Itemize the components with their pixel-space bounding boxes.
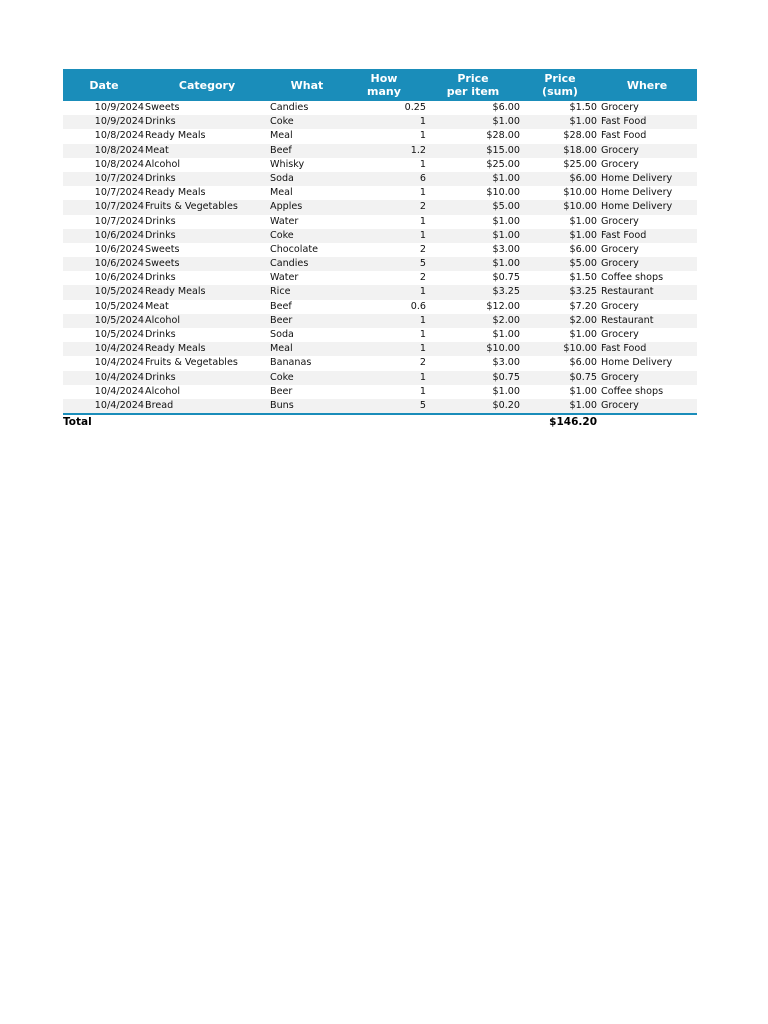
cell-category: Sweets (145, 243, 180, 255)
table-row[interactable] (63, 328, 697, 342)
cell-price-per-item: $10.00 (486, 187, 520, 199)
cell-price-sum: $6.00 (569, 243, 597, 255)
cell-category: Fruits & Vegetables (145, 201, 238, 213)
cell-what: Candies (270, 102, 309, 113)
cell-price-per-item: $3.25 (492, 286, 520, 298)
cell-date: 10/8/2024 (94, 158, 144, 170)
cell-price-per-item: $15.00 (486, 144, 520, 156)
table-row[interactable] (63, 101, 697, 115)
cell-what: Apples (270, 201, 303, 213)
cell-price-sum: $6.00 (569, 172, 597, 184)
table-row[interactable] (63, 356, 697, 370)
cell-where: Grocery (601, 258, 639, 270)
cell-date: 10/7/2024 (94, 172, 144, 184)
cell-price-sum: $10.00 (563, 201, 597, 213)
cell-how-many: 1 (419, 187, 426, 199)
cell-how-many: 5 (419, 258, 426, 270)
cell-what: Coke (270, 116, 294, 128)
total-label: Total (63, 416, 92, 429)
cell-where: Fast Food (601, 130, 647, 142)
cell-price-sum: $3.25 (569, 286, 597, 298)
cell-category: Drinks (145, 229, 176, 241)
cell-price-sum: $1.00 (569, 229, 597, 241)
cell-price-per-item: $28.00 (486, 130, 520, 142)
table-row[interactable] (63, 314, 697, 328)
cell-price-sum: $10.00 (563, 343, 597, 355)
cell-price-per-item: $0.75 (492, 371, 520, 383)
cell-price-sum: $0.75 (569, 371, 597, 383)
cell-where: Grocery (601, 371, 639, 383)
cell-date: 10/6/2024 (94, 272, 144, 284)
cell-what: Coke (270, 229, 294, 241)
cell-what: Coke (270, 371, 294, 383)
cell-price-per-item: $1.00 (492, 215, 520, 227)
cell-what: Soda (270, 329, 294, 340)
cell-date: 10/5/2024 (94, 286, 144, 298)
cell-where: Grocery (601, 329, 639, 340)
cell-what: Water (270, 272, 299, 284)
cell-category: Drinks (145, 215, 176, 227)
cell-price-per-item: $0.20 (492, 399, 520, 411)
header-what[interactable] (269, 69, 345, 101)
cell-price-per-item: $12.00 (486, 300, 520, 312)
cell-date: 10/7/2024 (94, 201, 144, 213)
cell-how-many: 6 (419, 172, 426, 184)
cell-price-per-item: $6.00 (492, 102, 520, 113)
cell-how-many: 1.2 (410, 144, 426, 156)
cell-date: 10/4/2024 (94, 399, 144, 411)
expense-table (63, 69, 697, 429)
cell-price-per-item: $3.00 (492, 243, 520, 255)
header-date-label: Date (89, 78, 119, 92)
cell-how-many: 1 (419, 286, 426, 298)
cell-what: Beer (270, 385, 293, 397)
cell-where: Grocery (601, 300, 639, 312)
header-how-many-line2: many (367, 85, 401, 98)
cell-date: 10/4/2024 (94, 343, 144, 355)
header-price-sum-line2: (sum) (542, 85, 578, 98)
cell-where: Fast Food (601, 116, 647, 128)
table-row[interactable] (63, 385, 697, 399)
cell-price-sum: $5.00 (569, 258, 597, 270)
cell-price-sum: $1.50 (569, 272, 597, 284)
table-row[interactable] (63, 129, 697, 143)
cell-where: Home Delivery (601, 201, 673, 213)
cell-category: Drinks (145, 272, 176, 284)
cell-date: 10/5/2024 (94, 329, 144, 340)
table-row[interactable] (63, 342, 697, 356)
cell-price-sum: $1.50 (569, 102, 597, 113)
cell-price-per-item: $1.00 (492, 329, 520, 340)
header-where-label: Where (626, 78, 668, 92)
cell-category: Alcohol (145, 158, 180, 170)
table-row[interactable] (63, 172, 697, 186)
cell-how-many: 2 (419, 201, 426, 213)
cell-price-sum: $10.00 (563, 187, 597, 199)
cell-date: 10/6/2024 (94, 243, 144, 255)
cell-date: 10/5/2024 (94, 300, 144, 312)
table-row[interactable] (63, 215, 697, 229)
table-row[interactable] (63, 371, 697, 385)
cell-how-many: 1 (419, 116, 426, 128)
cell-category: Alcohol (145, 314, 180, 326)
cell-where: Grocery (601, 399, 639, 411)
cell-date: 10/4/2024 (94, 385, 144, 397)
table-body (63, 101, 697, 413)
cell-price-sum: $25.00 (563, 158, 597, 170)
cell-where: Grocery (601, 243, 639, 255)
cell-how-many: 1 (419, 385, 426, 397)
cell-category: Drinks (145, 116, 176, 128)
table-row[interactable] (63, 158, 697, 172)
cell-category: Alcohol (145, 385, 180, 397)
cell-date: 10/5/2024 (94, 314, 144, 326)
cell-category: Bread (145, 399, 174, 411)
header-category[interactable] (145, 69, 269, 101)
cell-what: Beef (270, 144, 292, 156)
cell-date: 10/4/2024 (94, 357, 144, 369)
cell-where: Home Delivery (601, 172, 673, 184)
cell-where: Grocery (601, 158, 639, 170)
cell-where: Grocery (601, 215, 639, 227)
cell-where: Fast Food (601, 343, 647, 355)
header-how-many[interactable] (345, 69, 423, 101)
cell-price-per-item: $1.00 (492, 116, 520, 128)
cell-price-per-item: $25.00 (486, 158, 520, 170)
table-row[interactable] (63, 229, 697, 243)
table-header (63, 69, 697, 101)
cell-how-many: 1 (419, 343, 426, 355)
cell-price-per-item: $1.00 (492, 385, 520, 397)
header-price-item-line2: per item (446, 85, 500, 98)
cell-what: Candies (270, 258, 309, 270)
header-where[interactable] (597, 69, 697, 101)
cell-what: Rice (270, 286, 291, 298)
cell-what: Beer (270, 314, 293, 326)
header-what-label: What (290, 78, 324, 92)
cell-how-many: 5 (419, 399, 426, 411)
cell-price-sum: $7.20 (569, 300, 597, 312)
table-row[interactable] (63, 186, 697, 200)
cell-how-many: 1 (419, 314, 426, 326)
cell-category: Meat (145, 144, 169, 156)
header-price-item-line1: Price (457, 72, 489, 85)
cell-where: Coffee shops (601, 385, 664, 397)
cell-price-sum: $1.00 (569, 399, 597, 411)
total-value: $146.20 (549, 416, 597, 429)
cell-price-per-item: $1.00 (492, 172, 520, 184)
cell-how-many: 2 (419, 243, 426, 255)
cell-where: Restaurant (601, 286, 654, 298)
cell-category: Ready Meals (145, 130, 206, 142)
cell-category: Sweets (145, 258, 180, 270)
cell-category: Meat (145, 300, 169, 312)
cell-date: 10/4/2024 (94, 371, 144, 383)
table-row[interactable] (63, 285, 697, 299)
cell-price-per-item: $3.00 (492, 357, 520, 369)
cell-what: Meal (270, 343, 293, 355)
table-row[interactable] (63, 200, 697, 214)
cell-what: Meal (270, 187, 293, 199)
cell-where: Home Delivery (601, 187, 673, 199)
cell-price-sum: $18.00 (563, 144, 597, 156)
cell-price-sum: $1.00 (569, 329, 597, 340)
cell-date: 10/7/2024 (94, 187, 144, 199)
table-row[interactable] (63, 243, 697, 257)
cell-price-sum: $6.00 (569, 357, 597, 369)
cell-date: 10/8/2024 (94, 144, 144, 156)
cell-price-sum: $2.00 (569, 314, 597, 326)
cell-how-many: 1 (419, 215, 426, 227)
cell-category: Ready Meals (145, 343, 206, 355)
cell-price-sum: $28.00 (563, 130, 597, 142)
table-row[interactable] (63, 115, 697, 129)
cell-price-per-item: $0.75 (492, 272, 520, 284)
cell-category: Ready Meals (145, 286, 206, 298)
header-date[interactable] (63, 69, 145, 101)
cell-price-per-item: $5.00 (492, 201, 520, 213)
cell-how-many: 0.6 (410, 300, 426, 312)
cell-what: Soda (270, 172, 294, 184)
cell-how-many: 1 (419, 229, 426, 241)
cell-what: Beef (270, 300, 292, 312)
table-row[interactable] (63, 144, 697, 158)
cell-category: Ready Meals (145, 187, 206, 199)
cell-how-many: 1 (419, 371, 426, 383)
header-price-per-item[interactable] (423, 69, 523, 101)
cell-price-sum: $1.00 (569, 215, 597, 227)
cell-what: Water (270, 215, 299, 227)
cell-date: 10/9/2024 (94, 102, 144, 113)
cell-price-sum: $1.00 (569, 385, 597, 397)
cell-what: Meal (270, 130, 293, 142)
cell-price-per-item: $10.00 (486, 343, 520, 355)
table-row[interactable] (63, 257, 697, 271)
cell-price-sum: $1.00 (569, 116, 597, 128)
cell-where: Home Delivery (601, 357, 673, 369)
table-row[interactable] (63, 399, 697, 413)
header-category-label: Category (178, 78, 236, 92)
cell-where: Coffee shops (601, 272, 664, 284)
cell-where: Fast Food (601, 229, 647, 241)
table-row[interactable] (63, 271, 697, 285)
header-price-sum-line1: Price (544, 72, 576, 85)
cell-date: 10/9/2024 (94, 116, 144, 128)
total-row (63, 415, 697, 429)
cell-date: 10/6/2024 (94, 229, 144, 241)
cell-where: Grocery (601, 144, 639, 156)
cell-price-per-item: $1.00 (492, 229, 520, 241)
header-price-sum[interactable] (523, 69, 597, 101)
cell-how-many: 1 (419, 329, 426, 340)
cell-what: Chocolate (270, 243, 319, 255)
cell-where: Restaurant (601, 314, 654, 326)
cell-category: Drinks (145, 172, 176, 184)
cell-how-many: 2 (419, 272, 426, 284)
cell-where: Grocery (601, 102, 639, 113)
cell-how-many: 1 (419, 158, 426, 170)
cell-how-many: 0.25 (404, 102, 426, 113)
cell-price-per-item: $1.00 (492, 258, 520, 270)
header-how-many-line1: How (370, 72, 398, 85)
cell-category: Drinks (145, 371, 176, 383)
cell-date: 10/7/2024 (94, 215, 144, 227)
cell-what: Buns (270, 399, 294, 411)
cell-date: 10/8/2024 (94, 130, 144, 142)
cell-how-many: 1 (419, 130, 426, 142)
cell-category: Drinks (145, 329, 176, 340)
cell-category: Sweets (145, 102, 180, 113)
table-row[interactable] (63, 300, 697, 314)
cell-date: 10/6/2024 (94, 258, 144, 270)
cell-what: Bananas (270, 357, 312, 369)
cell-category: Fruits & Vegetables (145, 357, 238, 369)
cell-how-many: 2 (419, 357, 426, 369)
cell-price-per-item: $2.00 (492, 314, 520, 326)
cell-what: Whisky (270, 158, 305, 170)
